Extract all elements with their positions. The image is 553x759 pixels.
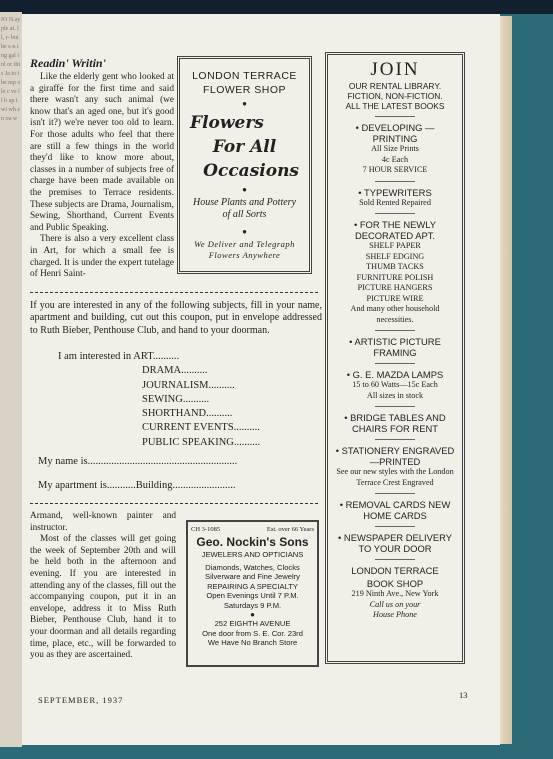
library-sub: 15 to 60 Watts—15c Each xyxy=(352,380,438,389)
florist-line: We Deliver and Telegraph xyxy=(194,239,295,249)
jeweler-phone: CH 3-1085 xyxy=(191,526,221,533)
jeweler-ad xyxy=(186,520,319,667)
jeweler-line: We Have No Branch Store xyxy=(207,638,298,647)
library-item: • TYPEWRITERS xyxy=(358,186,432,198)
page-edge xyxy=(498,16,512,744)
column-continued xyxy=(30,511,176,662)
jeweler-line: One door from S. E. Cor. 23rd xyxy=(202,628,303,638)
coupon-cut-line xyxy=(30,503,318,504)
coupon-subject-art: ART.......... xyxy=(133,351,180,362)
column-paragraph: Like the elderly gent who looked at a giraffe for the first time and said there wasn't any such animal (we know that's an aged one, but it's good isn't it?) we're never too old to learn. For those adults who feel that there are still a few things in the world they'd like to know more about, classes in a number of subjects free of charge have been made available on the premises to Terrace residents. These subjects are Drama, Journalism, Sewing, Shorthand, Current Events and Public Speaking. xyxy=(30,72,174,233)
coupon-subject: SEWING.......... xyxy=(142,393,210,405)
jeweler-line: REPAIRING A SPECIALTY xyxy=(207,581,298,591)
bullet-icon: ● xyxy=(242,185,247,194)
library-item: • NEWSPAPER DELIVERY TO YOUR DOOR xyxy=(338,532,452,554)
issue-date: SEPTEMBER, 1937 xyxy=(38,695,124,705)
divider xyxy=(375,439,415,440)
library-item: • BRIDGE TABLES AND CHAIRS FOR RENT xyxy=(344,412,446,434)
coupon-subject: SHORTHAND.......... xyxy=(142,408,233,420)
florist-name: FLOWER SHOP xyxy=(202,84,287,96)
library-item: • STATIONERY ENGRAVED—PRINTED xyxy=(335,445,455,467)
florist-line: of all Sorts xyxy=(222,209,267,220)
divider xyxy=(375,181,415,182)
coupon-subject xyxy=(58,350,260,364)
florist-name: LONDON TERRACE xyxy=(192,70,297,82)
library-lead: FICTION, NON-FICTION. xyxy=(347,91,443,101)
jeweler-name: Geo. Nockin's Sons xyxy=(196,535,309,549)
divider xyxy=(375,493,415,494)
library-sub: THUMB TACKS xyxy=(366,262,424,271)
library-item: • ARTISTIC PICTURE FRAMING xyxy=(349,336,441,358)
library-title: JOIN xyxy=(370,59,420,80)
jeweler-line: Open Evenings Until 7 P.M. xyxy=(206,591,299,600)
bookshop-name: BOOK SHOP xyxy=(366,578,424,589)
jeweler-sub: JEWELERS AND OPTICIANS xyxy=(201,550,304,559)
library-sub: FURNITURE POLISH xyxy=(356,272,434,282)
coupon-subject: CURRENT EVENTS.......... xyxy=(142,422,260,434)
jeweler-line: Diamonds, Watches, Clocks xyxy=(205,562,300,572)
page-number: 13 xyxy=(459,690,468,700)
divider xyxy=(375,330,415,331)
coupon-building-label: Building........................ xyxy=(135,480,236,491)
column-paragraph: There is also a very excellent class in Art, for which a small fee is charged. It is under the expert tutelage of Henri Saint- xyxy=(30,234,174,280)
jeweler-line: Silverware and Fine Jewelry xyxy=(205,572,300,581)
library-sub: PICTURE HANGERS xyxy=(357,283,433,292)
divider xyxy=(375,559,415,560)
library-sub: All Size Prints xyxy=(371,144,419,153)
jeweler-line: Saturdays 9 P.M. xyxy=(223,600,282,610)
coupon-subject: PUBLIC SPEAKING.......... xyxy=(142,436,261,448)
library-sub: And many other household necessities. xyxy=(350,304,440,324)
bookshop-call: House Phone xyxy=(373,610,417,619)
jeweler-address: 252 EIGHTH AVENUE xyxy=(214,619,291,628)
divider xyxy=(375,116,415,117)
bookshop-name: LONDON TERRACE xyxy=(351,565,439,576)
library-item: • FOR THE NEWLY DECORATED APT. xyxy=(353,219,437,241)
library-ad xyxy=(325,52,465,664)
library-sub: 4c Each xyxy=(381,154,409,164)
book-top-edge xyxy=(0,0,553,14)
bookshop-call: Call us on your xyxy=(369,599,421,609)
coupon-subject: DRAMA.......... xyxy=(142,365,208,377)
coupon-subjects xyxy=(58,350,260,450)
column-text xyxy=(30,72,174,281)
florist-script: Occasions xyxy=(203,161,299,181)
bookshop-address: 219 Ninth Ave., New York xyxy=(351,589,439,598)
florist-ad xyxy=(177,56,312,274)
divider xyxy=(375,213,415,214)
bullet-icon: ● xyxy=(242,227,247,236)
library-sub: 7 HOUR SERVICE xyxy=(362,165,428,174)
divider xyxy=(375,406,415,407)
library-sub: Sold Rented Repaired xyxy=(359,197,431,207)
library-item: • G. E. MAZDA LAMPS xyxy=(346,369,444,380)
library-lead: OUR RENTAL LIBRARY. xyxy=(348,81,442,91)
coupon-cut-line xyxy=(30,292,318,293)
coupon-apartment-field xyxy=(38,480,235,491)
library-lead: ALL THE LATEST BOOKS xyxy=(345,101,445,111)
coupon-name-field: My name is......................................................... xyxy=(38,456,238,467)
column-paragraph: Most of the classes will get going the week of September 20th and will be held both in the afternoon and evening. If you are interested in attending any of the classes, fill out the accompanying coupon, put it in an envelope, address it to Miss Ruth Bieber, Penthouse Club, hand it to your doorman and all details regarding time, place, etc., will be forwarded to you as they are ascertained. xyxy=(30,534,176,661)
coupon-lead: I am interested in xyxy=(58,351,132,362)
bullet-icon: ● xyxy=(242,99,247,108)
column-title: Readin' Writin' xyxy=(30,56,106,70)
jeweler-header xyxy=(191,525,314,535)
library-item: • DEVELOPING — PRINTING xyxy=(355,122,435,144)
library-sub: PICTURE WIRE xyxy=(366,293,424,303)
florist-line: House Plants and Pottery xyxy=(192,197,297,208)
library-sub: See our new styles with the London Terrace Crest Engraved xyxy=(336,467,454,487)
florist-script: For All xyxy=(212,137,277,157)
coupon-apartment-label: My apartment is........... xyxy=(38,480,136,491)
library-sub: SHELF EDGING xyxy=(365,251,425,261)
coupon-subject: JOURNALISM.......... xyxy=(142,379,235,391)
bullet-icon: ● xyxy=(250,610,255,619)
jeweler-established: Est. over 66 Years xyxy=(266,526,314,533)
divider xyxy=(375,363,415,364)
florist-script: Flowers xyxy=(190,113,264,133)
library-sub: All sizes in stock xyxy=(366,390,424,400)
florist-line: Flowers Anywhere xyxy=(208,250,281,260)
magazine-page xyxy=(22,14,500,745)
library-item: • REMOVAL CARDS NEW HOME CARDS xyxy=(339,499,451,521)
library-sub: SHELF PAPER xyxy=(369,241,421,250)
coupon-intro: If you are interested in any of the following subjects, fill in your name, apartment and building, cut out this coupon, put in envelope addressed to Ruth Bieber, Penthouse Club, and hand to your doorman. xyxy=(30,300,322,336)
facing-page-text: IO N.ay ple at. ll, r- but be s-n ing gal inl or this Ja to the mp ole c ve ll b ap t wi wh en ou w xyxy=(1,17,21,122)
facing-page xyxy=(0,12,22,747)
divider xyxy=(375,526,415,527)
column-paragraph: Armand, well-known painter and instructor. xyxy=(30,511,176,533)
